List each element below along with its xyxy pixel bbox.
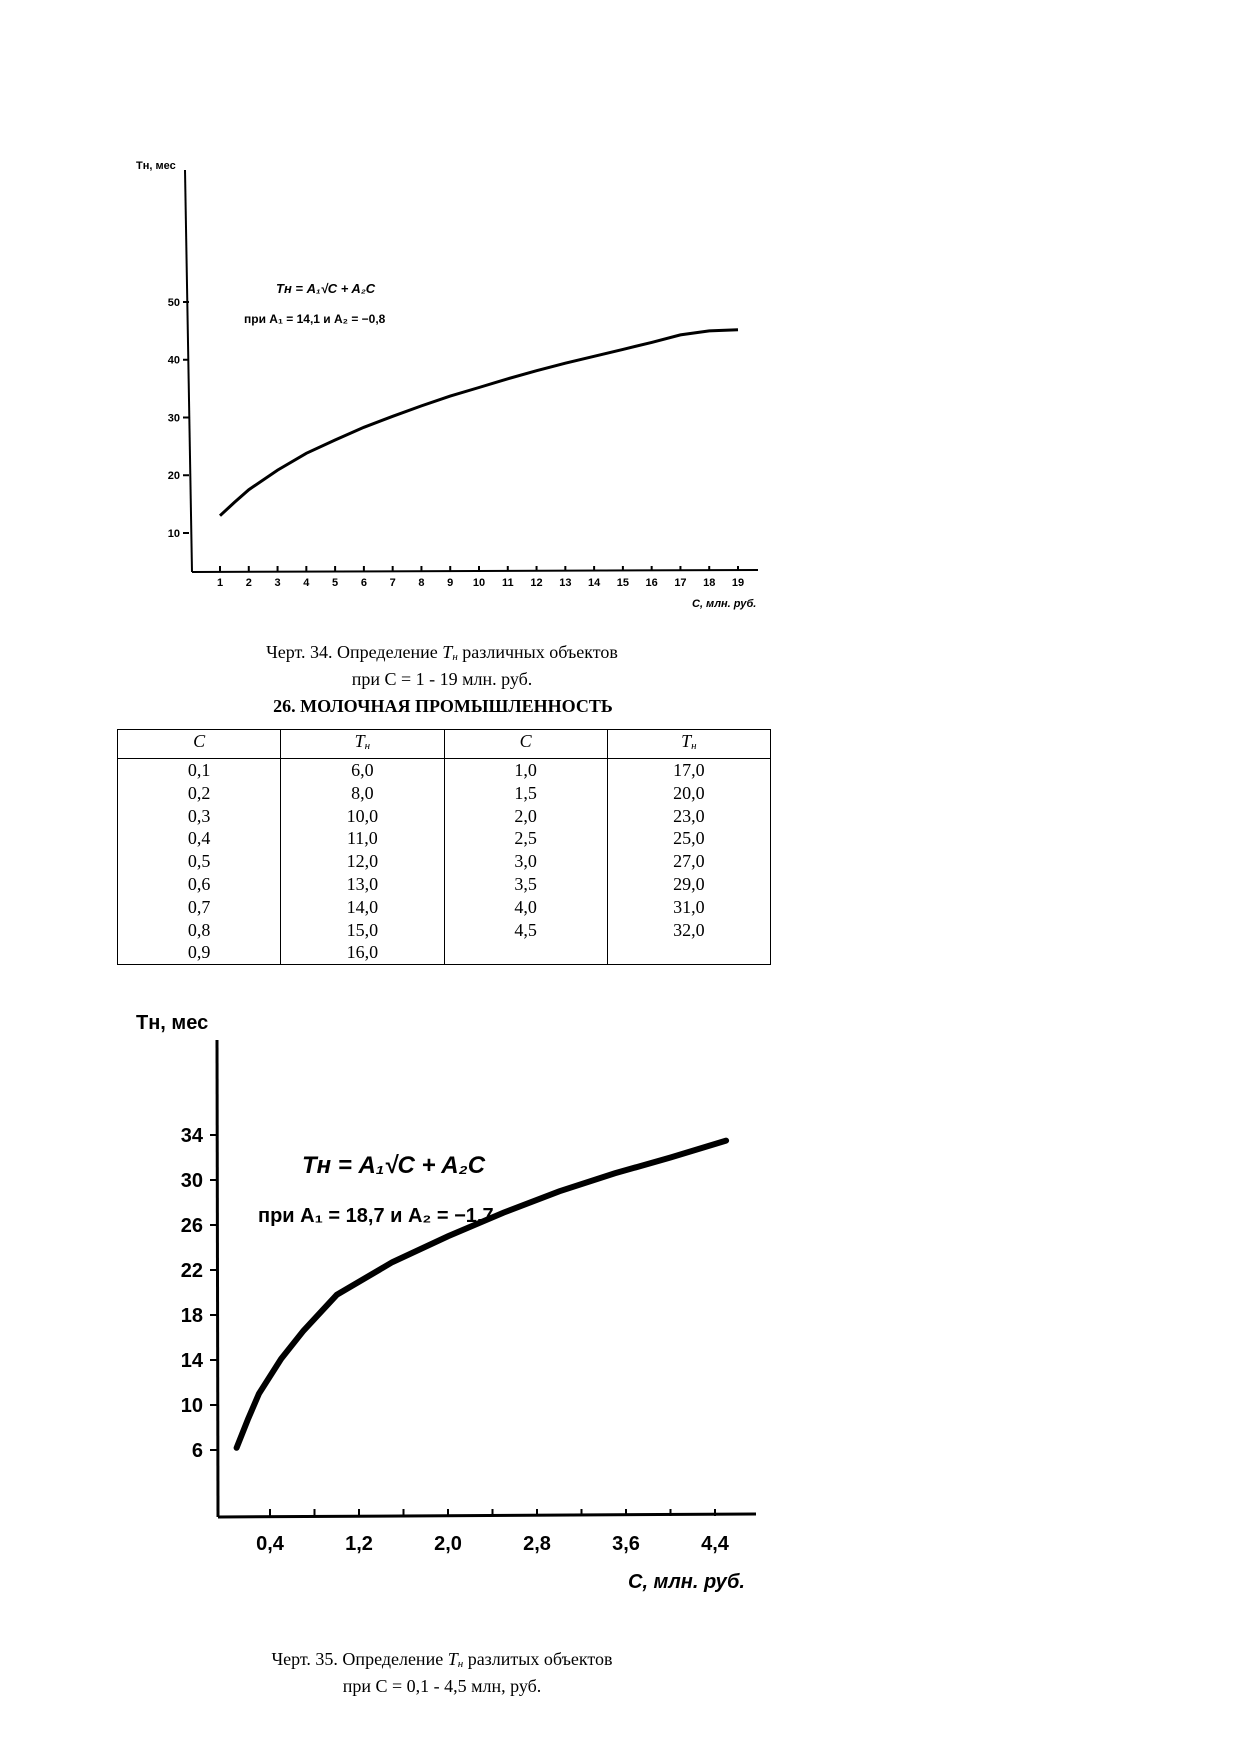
cell: 0,8 [118, 919, 281, 942]
x-tick-label: 19 [731, 577, 745, 589]
x-tick-label: 3 [274, 577, 281, 589]
formula-label: Tн = A₁√C + A₂C [302, 1152, 486, 1179]
y-tick-label: 6 [191, 1440, 203, 1462]
cell: 0,5 [118, 850, 281, 873]
cell: 10,0 [281, 805, 444, 828]
x-tick-label: 12 [530, 577, 543, 589]
y-axis-label: Tн, мес [136, 1012, 209, 1034]
x-axis [218, 1514, 756, 1517]
caption-prefix: Черт. 35. Определение [271, 1649, 448, 1669]
header-cell: C [444, 730, 607, 759]
y-tick-label: 34 [180, 1125, 203, 1147]
table-row [118, 919, 771, 942]
x-tick-label: 3,6 [612, 1533, 640, 1555]
y-axis [185, 170, 192, 572]
cell: 31,0 [607, 896, 770, 919]
cell: 0,1 [118, 759, 281, 782]
cell: 14,0 [281, 896, 444, 919]
cell: 20,0 [607, 782, 770, 805]
cell: 2,5 [444, 827, 607, 850]
cell: 1,0 [444, 759, 607, 782]
table-row [118, 850, 771, 873]
x-tick-label: 7 [389, 577, 396, 589]
cell [607, 941, 770, 964]
cell: 0,2 [118, 782, 281, 805]
data-table [117, 729, 771, 965]
x-tick-label: 9 [447, 577, 454, 589]
cell: 3,0 [444, 850, 607, 873]
table-row [118, 782, 771, 805]
coefficients-label: при A₁ = 14,1 и A₂ = −0,8 [244, 312, 386, 326]
caption-prefix: Черт. 34. Определение [266, 642, 443, 662]
y-tick-label: 10 [167, 527, 180, 540]
cell: 4,0 [444, 896, 607, 919]
cell: 15,0 [281, 919, 444, 942]
x-tick-label: 2,8 [523, 1533, 551, 1555]
caption-suffix: различных объектов [457, 642, 618, 662]
y-tick-label: 18 [180, 1305, 203, 1327]
caption-suffix: разлитых объектов [463, 1649, 613, 1669]
cell: 17,0 [607, 759, 770, 782]
header-cell: C [118, 730, 281, 759]
y-tick-label: 14 [180, 1350, 203, 1372]
cell: 32,0 [607, 919, 770, 942]
x-tick-label: 2,0 [434, 1533, 462, 1555]
cell: 8,0 [281, 782, 444, 805]
chart-35 [0, 980, 1240, 1630]
x-tick-label: 4 [303, 577, 310, 589]
cell [444, 941, 607, 964]
y-axis-label: Tн, мес [136, 160, 176, 172]
coefficients-label: при A₁ = 18,7 и A₂ = −1,7 [258, 1205, 494, 1227]
cell: 3,5 [444, 873, 607, 896]
caption-subscript: н [452, 651, 458, 663]
table-row [118, 873, 771, 896]
caption-line2: при С = 1 - 19 млн. руб. [351, 669, 533, 689]
x-tick-label: 6 [360, 577, 367, 589]
x-axis-label: C, млн. руб. [692, 598, 757, 610]
header-cell: $T_н$ [281, 730, 444, 759]
cell: 25,0 [607, 827, 770, 850]
cell: 12,0 [281, 850, 444, 873]
caption-line2: при С = 0,1 - 4,5 млн, руб. [342, 1676, 542, 1696]
y-axis [217, 1040, 218, 1517]
y-tick-label: 50 [167, 296, 180, 309]
chart-34 [0, 0, 1240, 640]
cell: 29,0 [607, 873, 770, 896]
caption-symbol: T [447, 1649, 458, 1669]
series-curve [220, 330, 738, 516]
cell: 4,5 [444, 919, 607, 942]
section-title: 26. МОЛОЧНАЯ ПРОМЫШЛЕННОСТЬ [273, 696, 613, 716]
header-cell: $T_н$ [607, 730, 770, 759]
x-tick-label: 18 [703, 577, 716, 589]
y-tick-label: 26 [180, 1215, 203, 1237]
x-tick-label: 17 [674, 577, 687, 589]
table-row [118, 759, 771, 782]
x-tick-label: 5 [332, 577, 339, 589]
y-tick-label: 40 [167, 354, 180, 367]
x-tick-label: 13 [559, 577, 572, 589]
x-tick-label: 11 [501, 577, 514, 589]
cell: 6,0 [281, 759, 444, 782]
cell: 13,0 [281, 873, 444, 896]
x-tick-label: 15 [616, 577, 630, 589]
x-tick-label: 0,4 [256, 1533, 284, 1555]
x-axis-label: C, млн. руб. [628, 1571, 745, 1593]
figure-caption-35 [92, 1648, 792, 1697]
caption-subscript: н [457, 1658, 464, 1670]
x-tick-label: 8 [418, 577, 425, 589]
table-row [118, 827, 771, 850]
x-tick-label: 16 [645, 577, 658, 589]
cell: 11,0 [281, 827, 444, 850]
x-tick-label: 10 [472, 577, 486, 589]
y-tick-label: 22 [180, 1260, 203, 1282]
series-curve [237, 1141, 726, 1448]
y-tick-label: 30 [180, 1170, 203, 1192]
table-row [118, 896, 771, 919]
cell: 16,0 [281, 941, 444, 964]
cell: 27,0 [607, 850, 770, 873]
formula-label: Tн = A₁√C + A₂C [276, 281, 376, 296]
cell: 1,5 [444, 782, 607, 805]
cell: 0,6 [118, 873, 281, 896]
cell: 23,0 [607, 805, 770, 828]
cell: 2,0 [444, 805, 607, 828]
table-header-row [118, 730, 771, 759]
cell: 0,4 [118, 827, 281, 850]
x-tick-label: 14 [587, 577, 601, 589]
x-tick-label: 1 [216, 577, 224, 589]
x-tick-label: 2 [245, 577, 252, 589]
y-tick-label: 10 [180, 1395, 203, 1417]
x-tick-label: 4,4 [701, 1533, 729, 1555]
table-row [118, 805, 771, 828]
y-tick-label: 20 [167, 470, 180, 483]
figure-caption-34 [92, 641, 792, 690]
x-tick-label: 1,2 [345, 1533, 373, 1555]
cell: 0,7 [118, 896, 281, 919]
cell: 0,9 [118, 941, 281, 964]
y-tick-label: 30 [167, 412, 180, 425]
caption-symbol: T [442, 642, 453, 662]
table-row [118, 941, 771, 964]
cell: 0,3 [118, 805, 281, 828]
